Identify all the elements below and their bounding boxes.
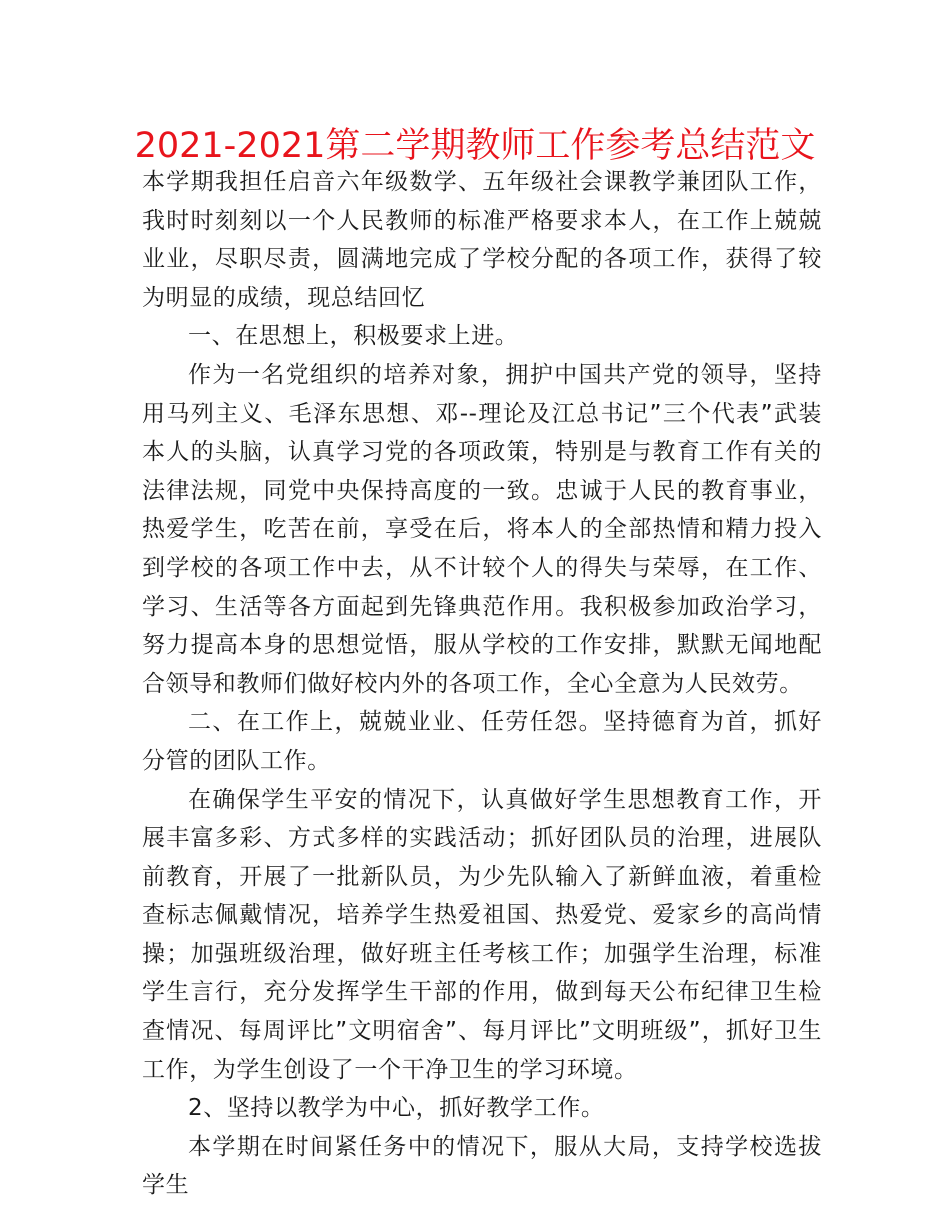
heading-teaching: 2、坚持以教学为中心，抓好教学工作。	[188, 1095, 605, 1122]
paragraph-intro: 本学期我担任启音六年级数学、五年级社会课教学兼团队工作，我时时刻刻以一个人民教师的标准严格要求本人，在工作上兢兢业业，尽职尽责，圆满地完成了学校分配的各项工作，获得了较为明显的成绩，现总结回忆	[142, 169, 822, 311]
paragraph-thought: 作为一名党组织的培养对象，拥护中国共产党的领导，坚持用马列主义、毛泽东思想、邓--理论及江总书记”三个代表”武装本人的头脑，认真学习党的各项政策，特别是与教育工作有关的法律法规，同党中央保持高度的一致。忠诚于人民的教育事业，热爱学生，吃苦在前，享受在后，将本人的全部热情和精力投入到学校的各项工作中去，从不计较个人的得失与荣辱，在工作、学习、生活等各方面起到先锋典范作用。我积极参加政治学习，努力提高本身的思想觉悟，服从学校的工作安排，默默无闻地配合领导和教师们做好校内外的各项工作，全心全意为人民效劳。	[142, 361, 822, 697]
document-title: 2021-2021第二学期教师工作参考总结范文	[134, 126, 816, 166]
heading-section-two: 二、在工作上，兢兢业业、任劳任怨。坚持德育为首，抓好分管的团队工作。	[142, 709, 822, 774]
paragraph-team-work: 在确保学生平安的情况下，认真做好学生思想教育工作，开展丰富多彩、方式多样的实践活动；抓好团队员的治理，进展队前教育，开展了一批新队员，为少先队输入了新鲜血液，着重检查标志佩戴情况，培养学生热爱祖国、热爱党、爱家乡的高尚情操；加强班级治理，做好班主任考核工作；加强学生治理，标准学生言行，充分发挥学生干部的作用，做到每天公布纪律卫生检查情况、每周评比”文明宿舍”、每月评比”文明班级”，抓好卫生工作，为学生创设了一个干净卫生的学习环境。	[142, 786, 822, 1083]
heading-section-one: 一、在思想上，积极要求上进。	[188, 323, 519, 350]
paragraph-teaching: 本学期在时间紧任务中的情况下，服从大局，支持学校选拔学生	[142, 1133, 822, 1199]
document-body	[142, 163, 822, 1205]
